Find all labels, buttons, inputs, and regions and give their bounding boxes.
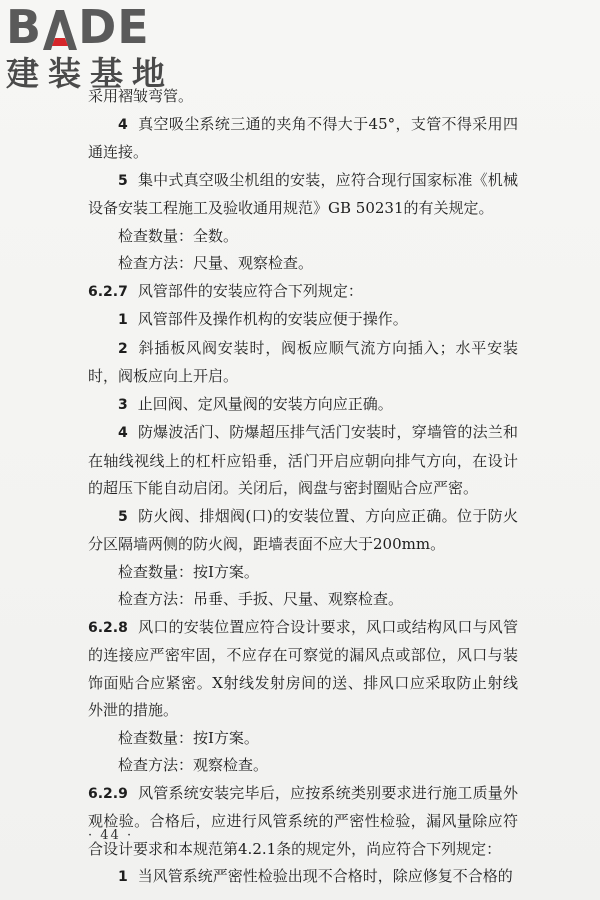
clause-number: 6.2.9 (88, 785, 128, 802)
logo-a-icon (43, 10, 77, 50)
body-paragraph (88, 167, 518, 223)
paragraph-text: 风管系统安装完毕后，应按系统类别要求进行施工质量外观检验。合格后，应进行风管系统的严密性检验，漏风量除应符合设计要求和本规范第4.2.1条的规定外，尚应符合下列规定： (88, 783, 518, 858)
body-paragraph (88, 586, 518, 614)
paragraph-text: 风管部件及操作机构的安装应便于操作。 (137, 310, 408, 328)
paragraph-text: 防爆波活门、防爆超压排气活门安装时，穿墙管的法兰和在轴线视线上的杠杆应铅垂，活门开启应朝向排气方向，在设计的超压下能自动启闭。关闭后，阀盘与密封圈贴合应严密。 (88, 423, 518, 497)
paragraph-text: 采用褶皱弯管。 (88, 87, 194, 105)
logo-wordmark (6, 0, 176, 54)
body-paragraph (88, 391, 518, 420)
item-number: 3 (118, 396, 128, 413)
paragraph-text: 检查方法：尺量、观察检查。 (118, 254, 314, 272)
paragraph-text: 检查方法：观察检查。 (118, 756, 269, 774)
document-body (88, 83, 518, 892)
item-number: 2 (118, 340, 128, 357)
paragraph-text: 当风管系统严密性检验出现不合格时，除应修复不合格的 (137, 867, 513, 885)
bade-logo (6, 0, 176, 93)
clause-number: 6.2.7 (88, 283, 128, 300)
item-number: 5 (118, 508, 128, 525)
paragraph-text: 风口的安装位置应符合设计要求，风口或结构风口与风管的连接应严密牢固，不应存在可察觉的漏风点或部位，风口与装饰面贴合应紧密。X射线发射房间的送、排风口应采取防止射线外泄的措施。 (88, 617, 518, 719)
paragraph-text: 检查数量：按Ⅰ方案。 (118, 562, 259, 581)
paragraph-text: 风管部件的安装应符合下列规定： (137, 281, 363, 300)
paragraph-text: 检查数量：全数。 (118, 226, 239, 245)
logo-letters-de: DE (78, 0, 150, 54)
body-paragraph (88, 863, 518, 892)
item-number: 4 (118, 425, 128, 441)
logo-letter-b: B (6, 0, 43, 54)
paragraph-text: 真空吸尘系统三通的夹角不得大于45°，支管不得采用四通连接。 (88, 114, 518, 161)
body-paragraph (88, 250, 518, 278)
body-paragraph (88, 559, 518, 587)
body-paragraph (88, 111, 518, 167)
item-number: 1 (118, 312, 128, 328)
paragraph-text: 检查数量：按Ⅰ方案。 (118, 728, 259, 747)
body-paragraph (88, 335, 518, 391)
clause-number: 6.2.8 (88, 619, 128, 636)
paragraph-text: 防火阀、排烟阀(口)的安装位置、方向应正确。位于防火分区隔墙两侧的防火阀，距墙表面不应大于200mm。 (88, 506, 518, 553)
body-paragraph (88, 306, 518, 335)
logo-letter-a (43, 10, 77, 50)
paragraph-text: 集中式真空吸尘机组的安装，应符合现行国家标准《机械设备安装工程施工及验收通用规范》GB 50231的有关规定。 (88, 170, 518, 217)
body-paragraph (88, 503, 518, 559)
item-number: 4 (118, 116, 128, 133)
body-paragraph (88, 725, 518, 753)
logo-subtitle: 建装基地 (6, 54, 174, 93)
body-paragraph (88, 752, 518, 780)
page-number: · 44 · (88, 828, 134, 843)
body-paragraph (88, 223, 518, 251)
clause-paragraph (88, 278, 518, 307)
paragraph-text: 斜插板风阀安装时，阀板应顺气流方向插入；水平安装时，阀板应向上开启。 (88, 338, 518, 385)
paragraph-text: 止回阀、定风量阀的安装方向应正确。 (137, 394, 393, 413)
clause-paragraph (88, 614, 518, 725)
item-number: 1 (118, 869, 128, 885)
clause-paragraph (88, 780, 518, 864)
paragraph-text: 检查方法：吊垂、手扳、尺量、观察检查。 (118, 590, 404, 608)
item-number: 5 (118, 172, 128, 189)
body-paragraph (88, 419, 518, 503)
